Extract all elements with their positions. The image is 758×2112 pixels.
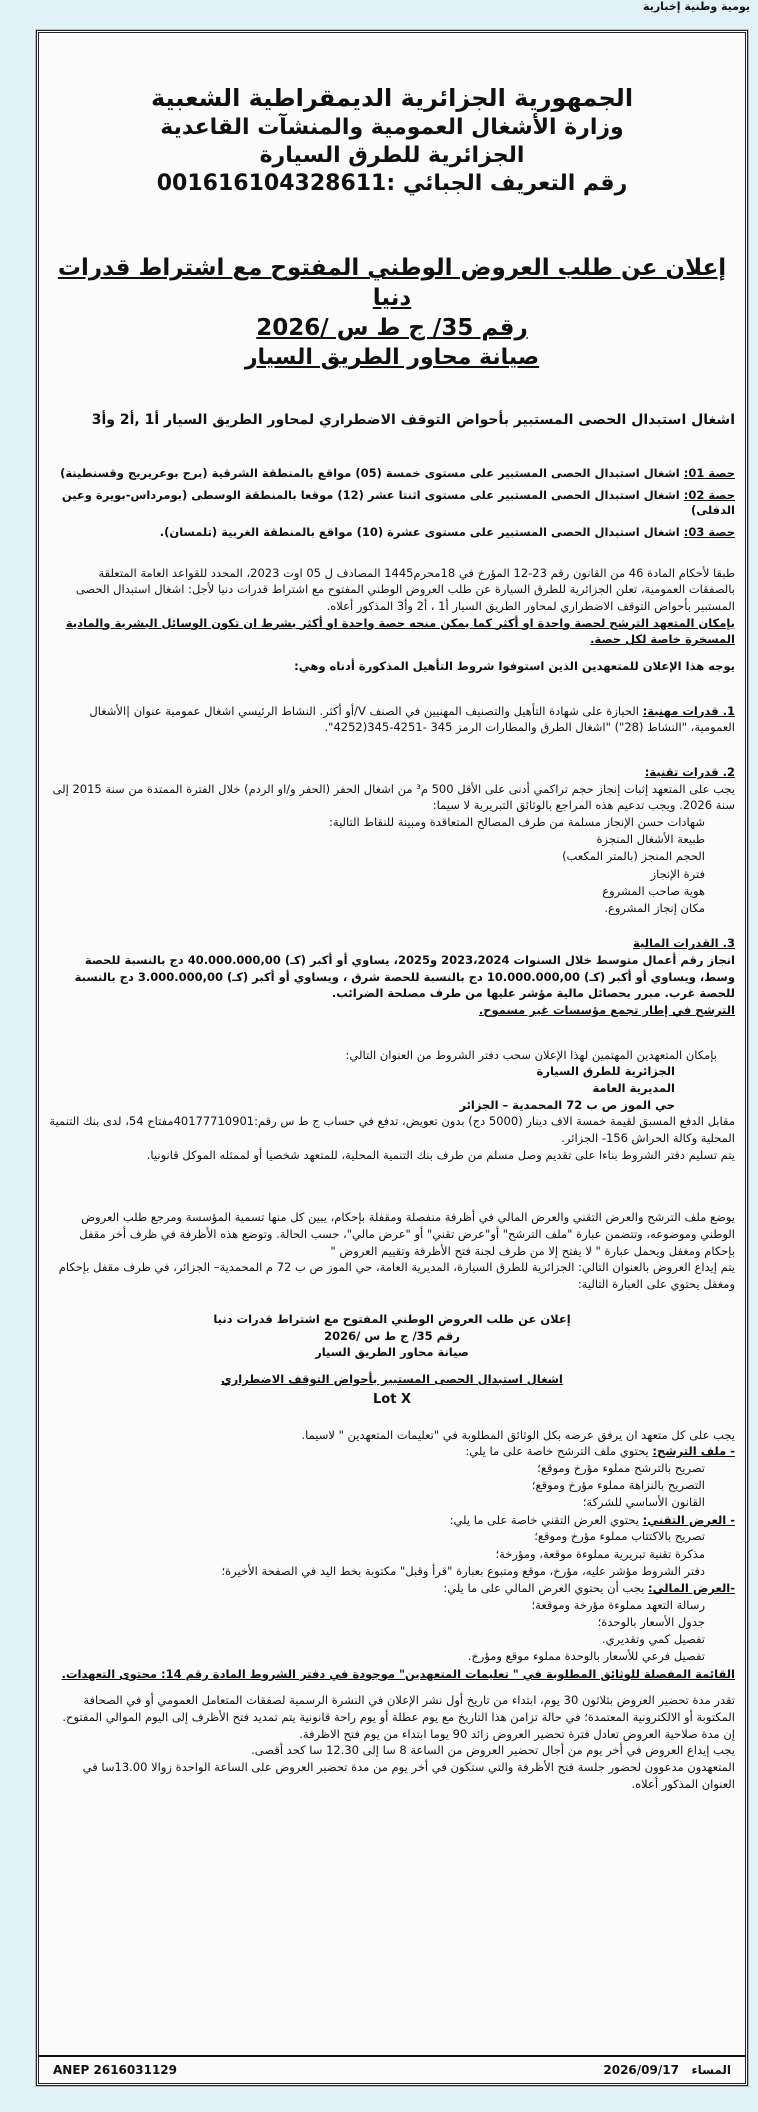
section-professional-text: الحيازة على شهادة التأهيل والتصنيف المهنيين في الصنف V/أو أكثر. النشاط الرئيسي اشغال عمومية عنوان |الأشغال العمومية، "النشاط (28") "اشغال الطرق والمطارات الرمز 345 -4251-345(4252". — [89, 703, 735, 735]
financial-list — [49, 1597, 735, 1666]
announcement-title-block — [49, 254, 735, 372]
list-item: التصريح بالنزاهة مملوء مؤرخ وموقع؛ — [531, 1478, 705, 1493]
lot-item — [49, 466, 735, 482]
technical-desc: يحتوي العرض التقني خاصة على ما يلي: — [449, 1512, 640, 1527]
withdraw-intro: بإمكان المتعهدين المهتمين لهذا الإعلان سحب دفتر الشروط من العنوان التالي: — [345, 1047, 717, 1062]
envelope-line: إعلان عن طلب العروض الوطني المفتوح مع اشتراط قدرات دنيا — [213, 1311, 571, 1326]
addressed-to: يوجه هذا الإعلان للمتعهدين الذين استوفوا شروط التأهيل المذكورة أدناه وهي: — [294, 658, 735, 673]
anep-number: ANEP 2616031129 — [53, 2063, 177, 2077]
lot-label: حصة 01: — [683, 466, 735, 481]
validity-paragraph: إن مدة صلاحية العروض تعادل فترة تحضير العروض زائد 90 يوما ابتداء من يوم فتح الاظرفة. — [299, 1726, 735, 1741]
withdraw-address — [49, 1063, 735, 1113]
detailed-list-note: القائمة المفصلة للوثائق المطلوبة في " تعليمات المتعهدين" موجودة في دفتر الشروط المادة رقم 14: محتوى التعهدات. — [61, 1666, 735, 1681]
list-item: هوية صاحب المشروع — [602, 883, 705, 898]
address-line: الجزائرية للطرق السيارة — [536, 1064, 675, 1079]
lots-list — [49, 466, 735, 540]
republic-title: الجمهورية الجزائرية الديمقراطية الشعبية — [150, 84, 634, 112]
opening-paragraph: المتعهدون مدعوون لحضور جلسة فتح الأظرفة والتي ستكون في أخر يوم من مدة تحضير العروض على الساعة الواحدة زوالا 13.00سا في العنوان المذكور أعلاه. — [82, 1760, 735, 1791]
lot-text: اشغال استبدال الحصى المستبير على مستوى اثنتا عشر (12) موقعا بالمنطقة الوسطى (بومرداس-بويرة وعين الدفلى) — [61, 487, 735, 518]
works-title: اشغال استبدال الحصى المستبير بأحواض التوقف الاضطراري لمحاور الطريق السيار أ1 ,أ2 وأ3 — [91, 412, 735, 429]
technical-list — [49, 1528, 735, 1580]
deadline-paragraph: تقدر مدة تحضير العروض بثلاثون 30 يوم، ابتداء من تاريخ أول نشر الإعلان في النشرة الرسمية لصفقات المتعامل العمومي أو في الصحافة المكتوبة أو الالكترونية المعتمدة؛ في حالة تزامن هذا التاريخ مع يوم عطلة أو يوم راحة قانونية يتم تمديد فتح الأظرف إلى اليوم الموالي المفتوح. — [62, 1693, 735, 1725]
list-item: تصريح بالترشح مملوء مؤرخ وموقع؛ — [537, 1460, 705, 1475]
publication-date: 2026/09/17 — [603, 2063, 679, 2077]
section-financial-title: 3. القدرات المالية — [633, 936, 735, 951]
technical-title: - العرض التقني: — [642, 1512, 735, 1527]
ministry-title: وزارة الأشغال العمومية والمنشآت القاعدية — [160, 114, 624, 140]
announcement-number: رقم 35/ ج ط س /2026 — [256, 314, 528, 341]
lot-text: اشغال استبدال الحصى المستبير على مستوى خمسة (05) مواقع بالمنطقة الشرقية (برج بوعريريج وقسنطينة) — [60, 466, 680, 481]
list-item: شهادات حسن الإنجاز مسلمة من طرف المصالح المتعاقدة ومبينة للنقاط التالية: — [329, 814, 705, 829]
section-professional-title: 1. قدرات مهنية: — [642, 703, 735, 718]
section-financial-text: انجاز رقم أعمال متوسط خلال السنوات 2023،2024 و2025، يساوي أو أكبر (كـ) 40.000.000,00 دج بالنسبة للحصة وسط، ويساوي أو أكبر (كـ) 10.000.000,00 دج بالنسبة للحصة شرق ، ويساوي أو أكبر (كـ) 3.000.000,00 دج بالنسبة للحصة غرب. مبرر بحصائل مالية مؤشر عليها من طرف مصلحة الضرائب. — [74, 953, 735, 1001]
footer-bar — [39, 2055, 745, 2083]
lot-text: اشغال استبدال الحصى المستبير على مستوى عشرة (10) مواقع بالمنطقة الغربية (تلمسان). — [159, 525, 680, 539]
deposit-time-paragraph: يجب إيداع العروض في أخر يوم من أجال تحضير العروض من الساعة 8 سا إلى 12.30 سا كحد أقصى. — [251, 1743, 735, 1758]
financial-title: -العرض المالي: — [648, 1581, 735, 1596]
envelope-line: اشغال استبدال الحصى المستبير بأحواض التوقف الاضطراري — [221, 1371, 563, 1386]
section-technical-title: 2. قدرات تقنية: — [644, 764, 735, 779]
lot-item — [49, 488, 735, 519]
financial-heading — [49, 1580, 735, 1597]
financial-desc: يجب أن يحتوي العرض المالي على ما يلي: — [443, 1581, 645, 1596]
newspaper-name: المساء — [691, 2063, 731, 2077]
list-item: تفصيل فرعي للأسعار بالوحدة مملوء موقع ومؤرخ. — [467, 1649, 705, 1664]
lot-x-label: Lot X — [373, 1391, 411, 1407]
lot-label: حصة 03: — [683, 525, 735, 539]
deposit-paragraph: يتم إيداع العروض بالعنوان التالي: الجزائرية للطرق السيارة، المديرية العامة، حي الموز ص ب 72 م المحمدية– الجزائر، في ظرف مقفل بإحكام ومغفل يحتوي على العبارة التالية: — [58, 1260, 735, 1292]
candidature-desc: يحتوي ملف الترشح خاصة على ما يلي: — [465, 1444, 649, 1459]
intro-paragraph: طبقا لأحكام المادة 46 من القانون رقم 23-12 المؤرخ في 18محرم1445 المصادف ل 05 اوت 2023، المحدد للقواعد العامة المتعلقة بالصفقات العمومية، تعلن الجزائرية للطرق السيارة عن طلب العروض الوطني المفتوح مع اشتراط قدرات دنيا لأجل: اشغال استبدال الحصى المستبير بأحواض التوقف الاضطراري لمحاور الطريق السيار أ1 ، أ2 وأ3 المذكور أعلاه. — [75, 565, 735, 613]
list-item: فترة الإنجاز — [650, 866, 705, 881]
address-line: حي الموز ص ب 72 المحمدية – الجزائر — [459, 1097, 675, 1112]
list-item: مكان إنجاز المشروع. — [604, 901, 705, 916]
list-item: طبيعة الأشغال المنجزة — [596, 832, 705, 847]
list-item: تفصيل كمي وتقديري. — [601, 1632, 705, 1647]
bold-notice: بإمكان المتعهد الترشح لحصة واحدة او أكثر كما يمكن منحه حصة واحدة او أكثر بشرط ان تكون الوسائل البشرية والمادية المسخرة خاصة لكل حصة. — [65, 615, 735, 647]
docs-intro: يجب على كل متعهد ان يرفق عرضه بكل الوثائق المطلوبة في "تعليمات المتعهدين " لاسيما. — [301, 1427, 735, 1442]
technical-heading — [49, 1512, 735, 1529]
announcement-page — [36, 30, 748, 2086]
tax-id: رقم التعريف الجبائي :001616104328611 — [156, 171, 628, 197]
address-line: المديرية العامة — [592, 1081, 675, 1096]
envelopes-paragraph: يوضع ملف الترشح والعرض التقني والعرض المالي في أظرفة منفصلة ومقفلة بإحكام، يبين كل منها تسمية المؤسسة ومرجع طلب العروض الوطني وموضوعه، وتتضمن عبارة "ملف الترشح" أو"عرض تقني" أو "عرض مالي"، حسب الحالة. وتوضع هذه الأظرفة في ظرف أخر مقفل بإحكام ومغفل ويحمل عبارة " لا يفتح إلا من طرف لجنة فتح الأظرفة وتقييم العروض " — [79, 1210, 735, 1258]
envelope-label — [49, 1311, 735, 1407]
technical-docs-list — [49, 814, 735, 918]
payment-text: مقابل الدفع المسبق لقيمة خمسة الاف دينار (5000 دج) بدون تعويض، تدفع في حساب ج ط س رقم:40177710901مفتاح 54، لدى بنك التنمية المحلية وكالة الحراش 156- الجزائر. — [49, 1114, 735, 1146]
lot-item — [49, 525, 735, 541]
list-item: جدول الأسعار بالوحدة؛ — [597, 1614, 705, 1629]
section-technical-text: يجب على المتعهد إثبات إنجاز حجم تراكمي أدنى على الأقل 500 م³ من اشغال الحفر (الحفر و/او الردم) خلال الفترة الممتدة من سنة 2015 إلى سنة 2026. ويجب تدعيم هذه المراجع بالوثائق التبريرية لا سيما: — [52, 781, 735, 813]
announcement-body — [49, 43, 735, 2049]
footer-date — [603, 2063, 731, 2077]
delivery-text: يتم تسليم دفتر الشروط بناءا على تقديم وصل مسلم من طرف بنك التنمية المحلية، للمتعهد شخصيا أو لممثله الموكل قانونيا. — [146, 1147, 735, 1162]
group-note: الترشح في إطار تجمع مؤسسات غير مسموح. — [478, 1003, 735, 1018]
list-item: القانون الأساسي للشركة؛ — [582, 1495, 705, 1510]
envelope-line: صيانة محاور الطريق السيار — [315, 1345, 469, 1360]
announcement-subject: صيانة محاور الطريق السيار — [244, 344, 540, 370]
candidature-heading — [49, 1443, 735, 1460]
list-item: الحجم المنجز (بالمتر المكعب) — [562, 849, 705, 864]
list-item: رسالة التعهد مملوءة مؤرخة وموقعة؛ — [531, 1597, 705, 1612]
list-item: دفتر الشروط مؤشر عليه، مؤرخ، موقع ومتبوع بعبارة "قرأ وقبل" مكتوبة بخط اليد في الصفحة الأخيرة؛ — [221, 1563, 705, 1578]
announcement-title: إعلان عن طلب العروض الوطني المفتوح مع اشتراط قدرات دنيا — [57, 255, 727, 312]
candidature-list — [49, 1460, 735, 1512]
company-title: الجزائرية للطرق السيارة — [259, 142, 525, 168]
section-professional — [49, 703, 735, 736]
institution-header — [49, 83, 735, 198]
envelope-line: رقم 35/ ج ط س /2026 — [324, 1328, 460, 1343]
lot-label: حصة 02: — [683, 487, 735, 502]
list-item: تصريح بالاكتتاب مملوء مؤرخ وموقع؛ — [534, 1529, 705, 1544]
candidature-title: - ملف الترشح: — [652, 1444, 735, 1459]
list-item: مذكرة تقنية تبريرية مملوءة موقعة، ومؤرخة؛ — [495, 1546, 705, 1561]
newspaper-label: يومية وطنية إخبارية — [643, 0, 750, 13]
